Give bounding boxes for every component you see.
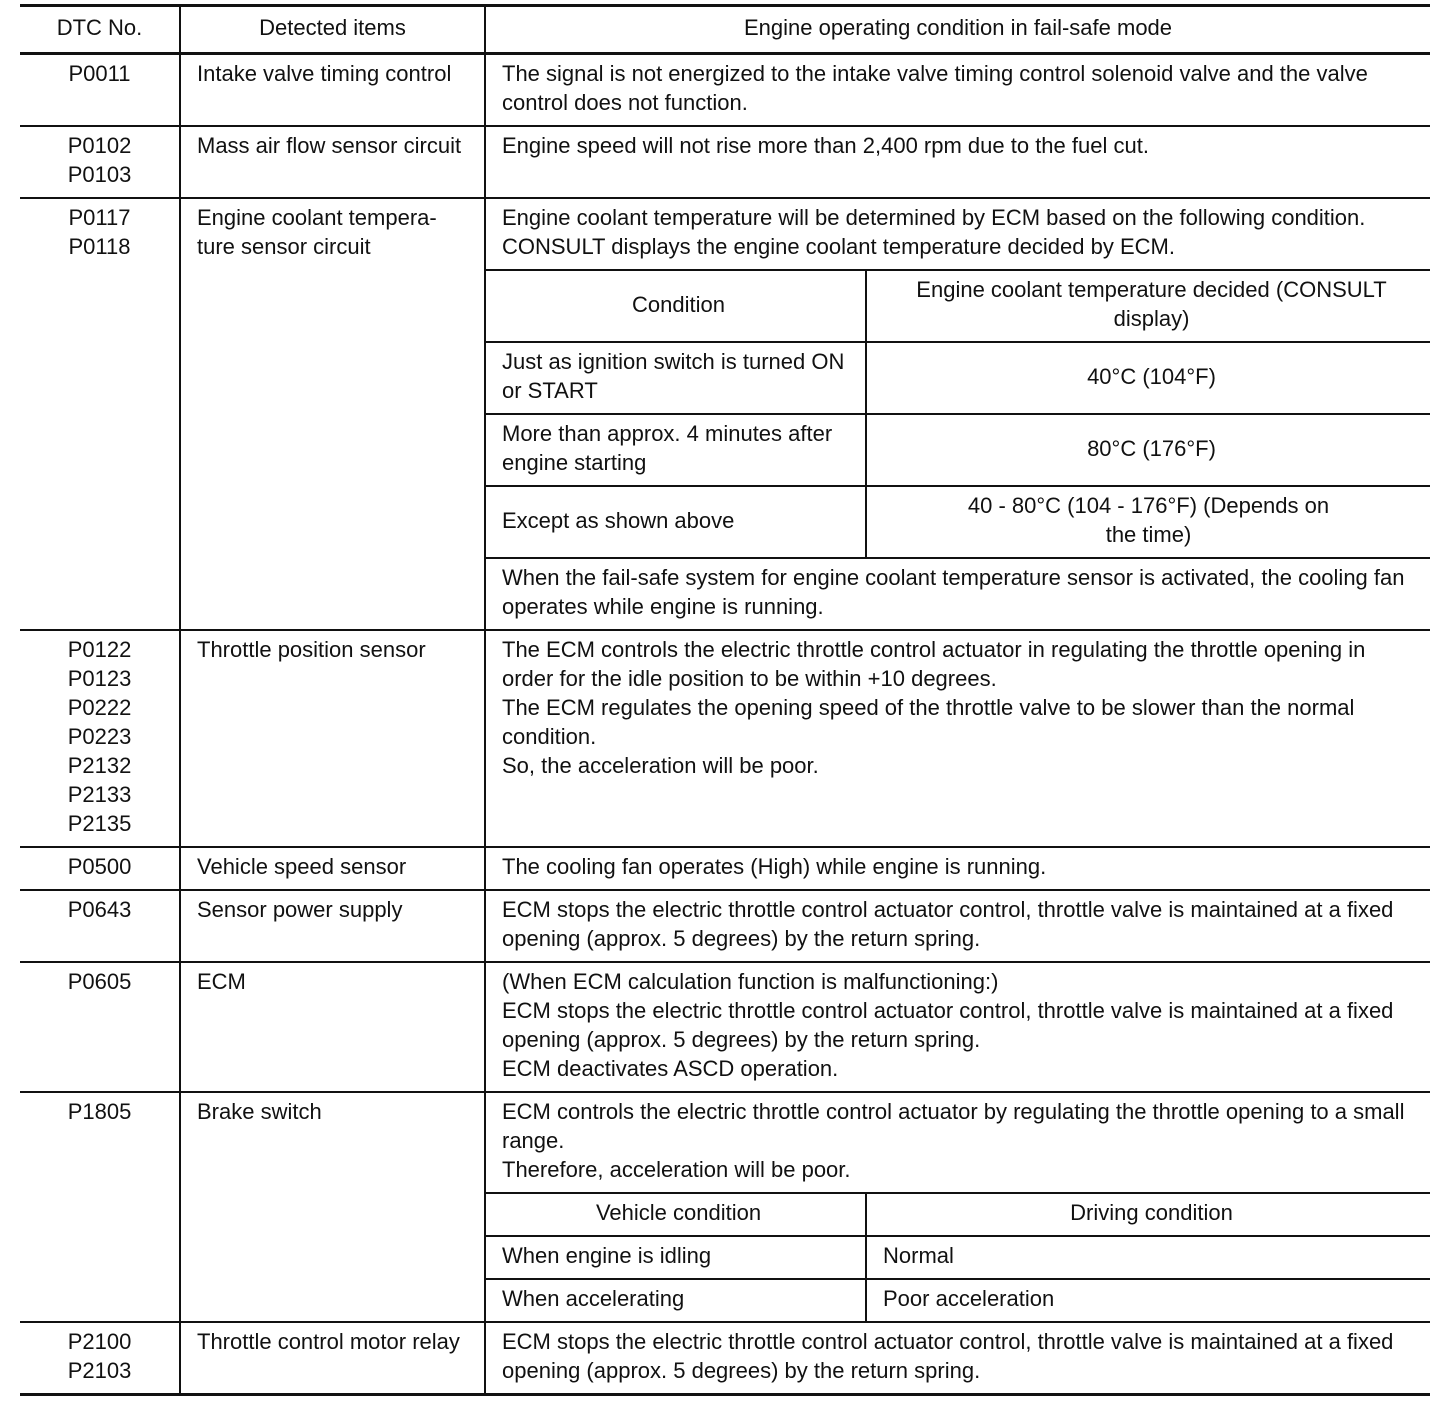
detected-item: Throttle control motor relay: [180, 1322, 485, 1395]
table-row: [20, 890, 1430, 962]
dtc-code: P0122: [67, 637, 132, 662]
subtable-cell: Except as shown above: [486, 486, 866, 557]
dtc-code: P0117: [68, 205, 131, 230]
fail-safe-table: [20, 4, 1430, 1396]
subtable-cell: Poor acceleration: [866, 1279, 1430, 1321]
fail-safe-condition: [485, 1092, 1430, 1322]
condition-note: When the fail-safe system for engine coolant temperature sensor is activated, the cooling fan operates while engine is running.: [486, 557, 1430, 629]
subtable-row: [486, 414, 1430, 486]
condition-line: ECM controls the electric throttle control actuator by regulating the throttle opening to a small range.: [502, 1099, 1405, 1153]
table-row: [20, 630, 1430, 847]
subtable-cell: 40°C (104°F): [866, 342, 1430, 414]
fail-safe-condition: The signal is not energized to the intake valve timing control solenoid valve and the valve control does not function.: [485, 54, 1430, 127]
detected-item: Engine coolant tempera- ture sensor circuit: [180, 198, 485, 630]
subtable-cell: When accelerating: [486, 1279, 866, 1321]
dtc-cell: [20, 847, 180, 890]
fail-safe-condition: Engine speed will not rise more than 2,400 rpm due to the fuel cut.: [485, 126, 1430, 198]
condition-line: Therefore, acceleration will be poor.: [502, 1157, 851, 1182]
subtable-header: Driving condition: [866, 1193, 1430, 1236]
dtc-code: P0223: [67, 724, 132, 749]
fail-safe-condition: [485, 198, 1430, 630]
header-engine-condition: Engine operating condition in fail-safe mode: [485, 6, 1430, 54]
fail-safe-condition: ECM stops the electric throttle control actuator control, throttle valve is maintained at a fixed opening (approx. 5 degrees) by the return spring.: [485, 1322, 1430, 1395]
dtc-code: P2135: [67, 811, 132, 836]
dtc-code: P0011: [68, 61, 131, 86]
table-row: [20, 847, 1430, 890]
table-header-row: [20, 6, 1430, 54]
fail-safe-document: [20, 4, 1430, 1396]
fail-safe-condition: [485, 630, 1430, 847]
subtable-cell: 80°C (176°F): [866, 414, 1430, 486]
condition-line: ECM deactivates ASCD operation.: [502, 1056, 839, 1081]
subtable-header: Condition: [486, 270, 866, 342]
subtable-cell: When engine is idling: [486, 1236, 866, 1279]
dtc-cell: [20, 1092, 180, 1322]
dtc-cell: [20, 890, 180, 962]
dtc-cell: [20, 126, 180, 198]
dtc-code: P1805: [67, 1099, 132, 1124]
detected-item: Sensor power supply: [180, 890, 485, 962]
dtc-cell: [20, 54, 180, 127]
detected-item: Brake switch: [180, 1092, 485, 1322]
detected-item: Intake valve timing control: [180, 54, 485, 127]
subtable-row: [486, 1236, 1430, 1279]
coolant-temperature-subtable: [486, 269, 1430, 557]
subtable-header-row: [486, 1193, 1430, 1236]
table-row: [20, 126, 1430, 198]
subtable-row: [486, 342, 1430, 414]
dtc-code: P0500: [67, 854, 132, 879]
detected-item: Mass air flow sensor circuit: [180, 126, 485, 198]
detected-item: Throttle position sensor: [180, 630, 485, 847]
condition-line: ECM stops the electric throttle control actuator control, throttle valve is maintained at a fixed opening (approx. 5 degrees) by the return spring.: [502, 998, 1394, 1052]
detected-item: Vehicle speed sensor: [180, 847, 485, 890]
fail-safe-condition: The cooling fan operates (High) while engine is running.: [485, 847, 1430, 890]
dtc-code: P2100: [67, 1329, 132, 1354]
condition-line: (When ECM calculation function is malfunctioning:): [502, 969, 999, 994]
dtc-cell: [20, 630, 180, 847]
subtable-header: Engine coolant temperature decided (CONSULT display): [866, 270, 1430, 342]
fail-safe-condition: ECM stops the electric throttle control actuator control, throttle valve is maintained at a fixed opening (approx. 5 degrees) by the return spring.: [485, 890, 1430, 962]
driving-condition-subtable: [486, 1192, 1430, 1321]
subtable-header: Vehicle condition: [486, 1193, 866, 1236]
subtable-cell: More than approx. 4 minutes after engine starting: [486, 414, 866, 486]
dtc-cell: [20, 198, 180, 630]
dtc-cell: [20, 962, 180, 1092]
subtable-cell: Just as ignition switch is turned ON or START: [486, 342, 866, 414]
subtable-row: [486, 1279, 1430, 1321]
condition-text: Engine coolant temperature will be determined by ECM based on the following condition. CONSULT displays the engine coolant temperature decided by ECM.: [502, 205, 1366, 259]
subtable-cell: 40 - 80°C (104 - 176°F) (Depends on the time): [866, 486, 1430, 557]
dtc-code: P0123: [67, 666, 132, 691]
subtable-header-row: [486, 270, 1430, 342]
condition-line: So, the acceleration will be poor.: [502, 753, 819, 778]
table-row: [20, 54, 1430, 127]
dtc-code: P0605: [67, 969, 132, 994]
header-dtc-no: DTC No.: [20, 6, 180, 54]
dtc-code: P2103: [67, 1358, 132, 1383]
dtc-code: P0103: [67, 162, 132, 187]
detected-item: ECM: [180, 962, 485, 1092]
fail-safe-condition: [485, 962, 1430, 1092]
dtc-code: P2133: [67, 782, 132, 807]
subtable-cell: Normal: [866, 1236, 1430, 1279]
table-row: [20, 198, 1430, 630]
table-row: [20, 1092, 1430, 1322]
table-row: [20, 1322, 1430, 1395]
dtc-code: P2132: [67, 753, 132, 778]
dtc-code: P0222: [67, 695, 132, 720]
dtc-cell: [20, 1322, 180, 1395]
dtc-code: P0643: [67, 897, 132, 922]
condition-text: [486, 1093, 1430, 1192]
table-row: [20, 962, 1430, 1092]
condition-line: The ECM regulates the opening speed of the throttle valve to be slower than the normal condition.: [502, 695, 1355, 749]
condition-line: The ECM controls the electric throttle control actuator in regulating the throttle opening in order for the idle position to be within +10 degrees.: [502, 637, 1366, 691]
header-detected-items: Detected items: [180, 6, 485, 54]
dtc-code: P0118: [68, 234, 131, 259]
dtc-code: P0102: [67, 133, 132, 158]
subtable-row: [486, 486, 1430, 557]
